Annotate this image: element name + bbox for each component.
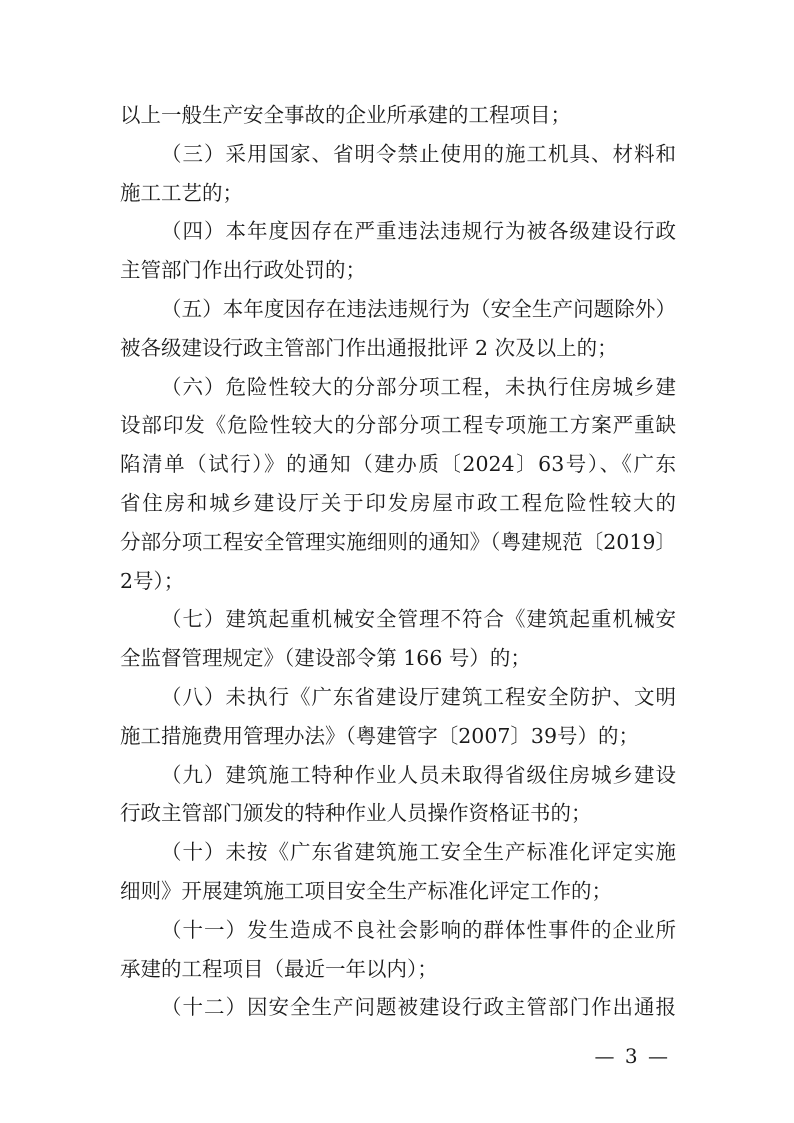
text-line: 分部分项工程安全管理实施细则的通知》（粤建规范〔2019〕 [120, 529, 676, 554]
text-line: 2号）； [120, 568, 185, 593]
text-line: （三）采用国家、省明令禁止使用的施工机具、材料和 [161, 141, 676, 166]
text-line: （六）危险性较大的分部分项工程，未执行住房城乡建 [161, 374, 676, 399]
text-line: 省住房和城乡建设厅关于印发房屋市政工程危险性较大的 [120, 490, 676, 515]
text-line: （十）未按《广东省建筑施工安全生产标准化评定实施 [161, 840, 676, 865]
text-line: （十一）发生造成不良社会影响的群体性事件的企业所 [161, 917, 676, 942]
document-body [120, 96, 676, 1027]
text-line: 全监督管理规定》（建设部令第 166 号）的； [120, 646, 531, 671]
text-line: （四）本年度因存在严重违法违规行为被各级建设行政 [161, 219, 676, 244]
text-line: 细则》开展建筑施工项目安全生产标准化评定工作的； [120, 878, 612, 903]
text-line: 主管部门作出行政处罚的； [120, 258, 366, 283]
text-line: 陷清单（试行）》的通知（建办质〔2024〕63号）、《广东 [120, 452, 676, 477]
text-line: 施工工艺的； [120, 180, 243, 205]
text-line: 被各级建设行政主管部门作出通报批评 2 次及以上的； [120, 335, 618, 360]
text-line: 承建的工程项目（最近一年以内）； [120, 956, 438, 981]
text-line: （八）未执行《广东省建设厅建筑工程安全防护、文明 [161, 684, 676, 709]
text-line: （七）建筑起重机械安全管理不符合《建筑起重机械安 [161, 607, 676, 632]
text-line: 行政主管部门颁发的特种作业人员操作资格证书的； [120, 801, 592, 826]
text-line: （九）建筑施工特种作业人员未取得省级住房城乡建设 [161, 762, 676, 787]
text-line: 设部印发《危险性较大的分部分项工程专项施工方案严重缺 [120, 413, 676, 438]
text-line: 施工措施费用管理办法》（粤建管字〔2007〕39号）的； [120, 723, 640, 748]
page-number: — 3 — [594, 1044, 670, 1068]
text-line: 以上一般生产安全事故的企业所承建的工程项目； [120, 103, 571, 127]
text-line: （五）本年度因存在违法违规行为（安全生产问题除外） [161, 296, 676, 321]
text-line: （十二）因安全生产问题被建设行政主管部门作出通报 [161, 995, 676, 1020]
